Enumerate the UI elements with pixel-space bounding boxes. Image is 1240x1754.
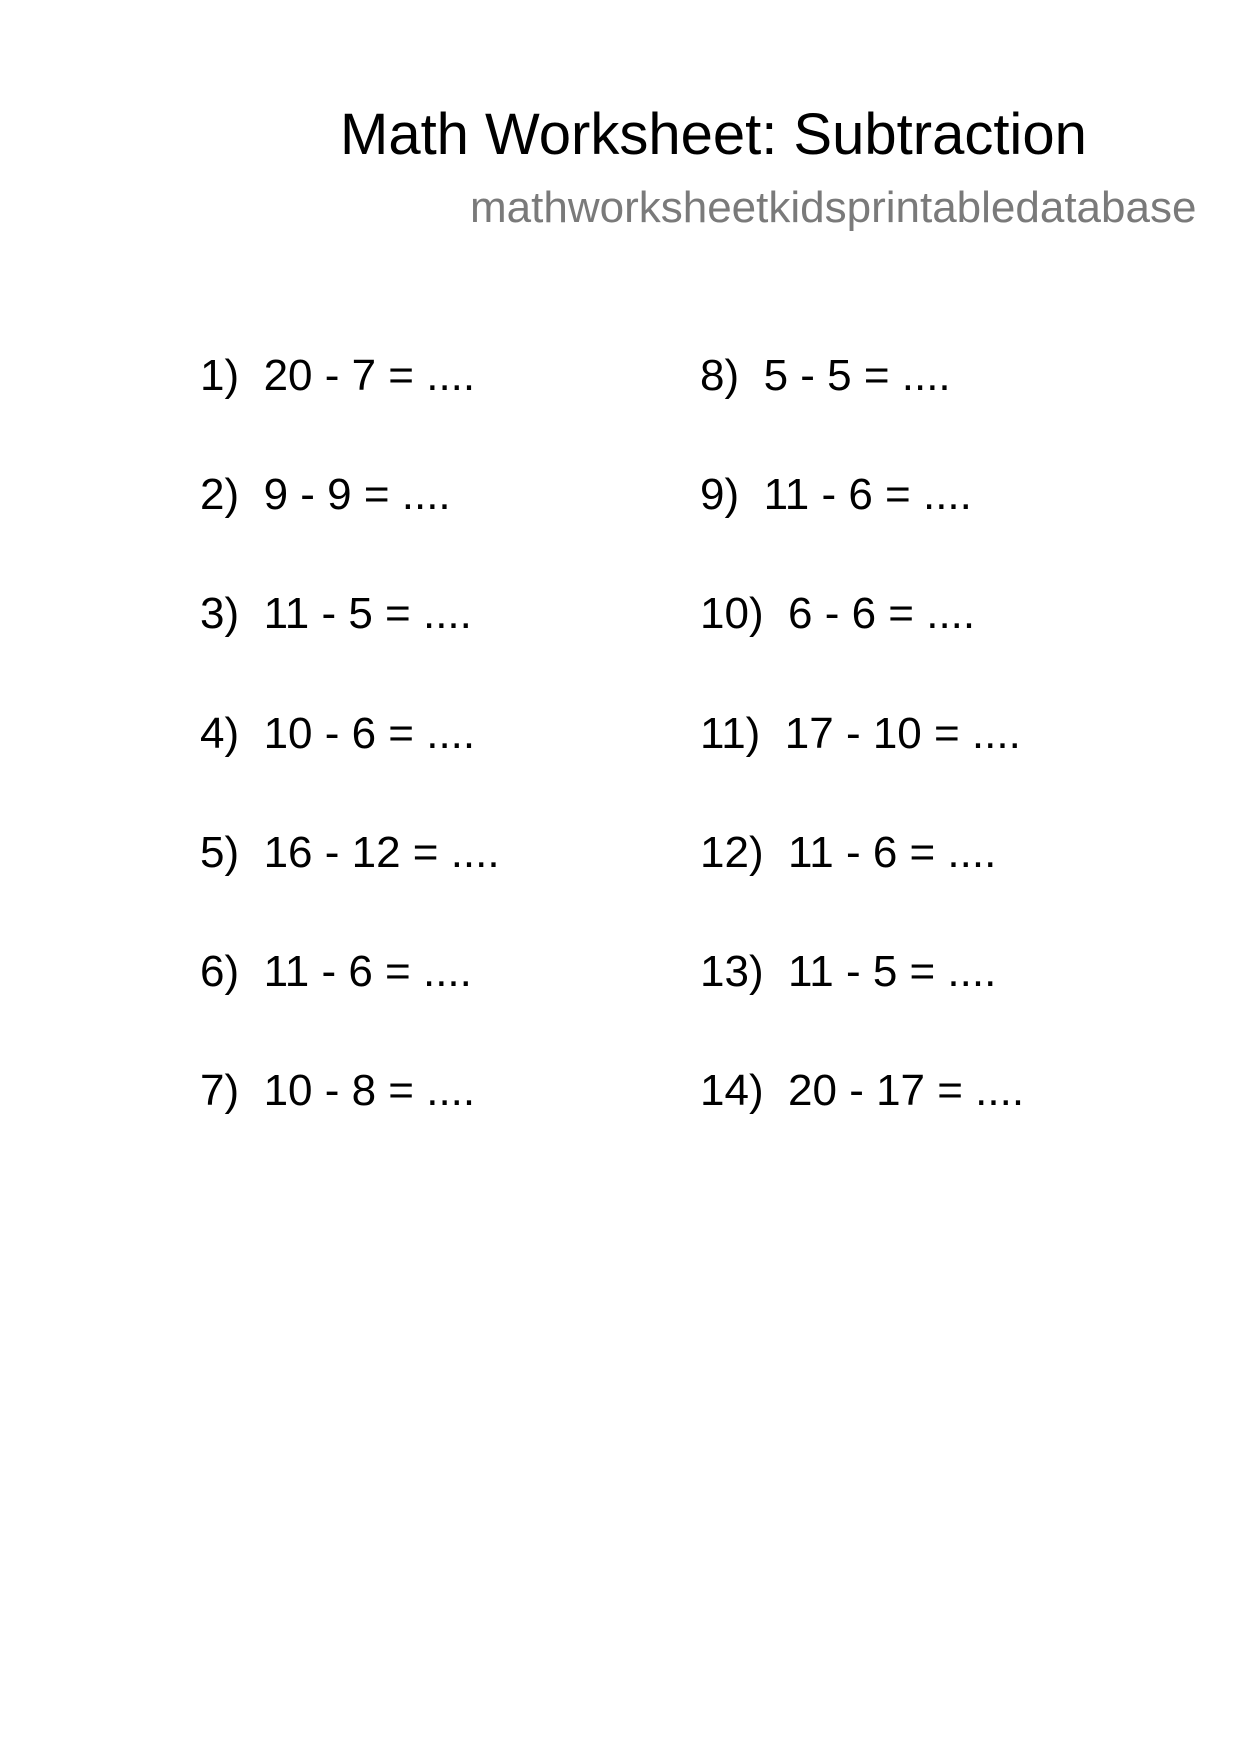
problem-4: 4) 10 - 6 = .... [200,709,476,758]
problem-8: 8) 5 - 5 = .... [700,351,951,400]
problem-1: 1) 20 - 7 = .... [200,351,476,400]
problem-3: 3) 11 - 5 = .... [200,589,472,638]
problem-5: 5) 16 - 12 = .... [200,828,500,877]
problem-14: 14) 20 - 17 = .... [700,1066,1025,1115]
problem-13: 13) 11 - 5 = .... [700,947,997,996]
problem-2: 2) 9 - 9 = .... [200,470,451,519]
problem-11: 11) 17 - 10 = .... [700,709,1021,758]
problem-12: 12) 11 - 6 = .... [700,828,997,877]
problem-9: 9) 11 - 6 = .... [700,470,972,519]
problem-7: 7) 10 - 8 = .... [200,1066,476,1115]
problem-10: 10) 6 - 6 = .... [700,589,976,638]
page-title: Math Worksheet: Subtraction [340,102,1087,167]
problem-6: 6) 11 - 6 = .... [200,947,472,996]
page-subtitle: mathworksheetkidsprintabledatabase [470,183,1197,232]
